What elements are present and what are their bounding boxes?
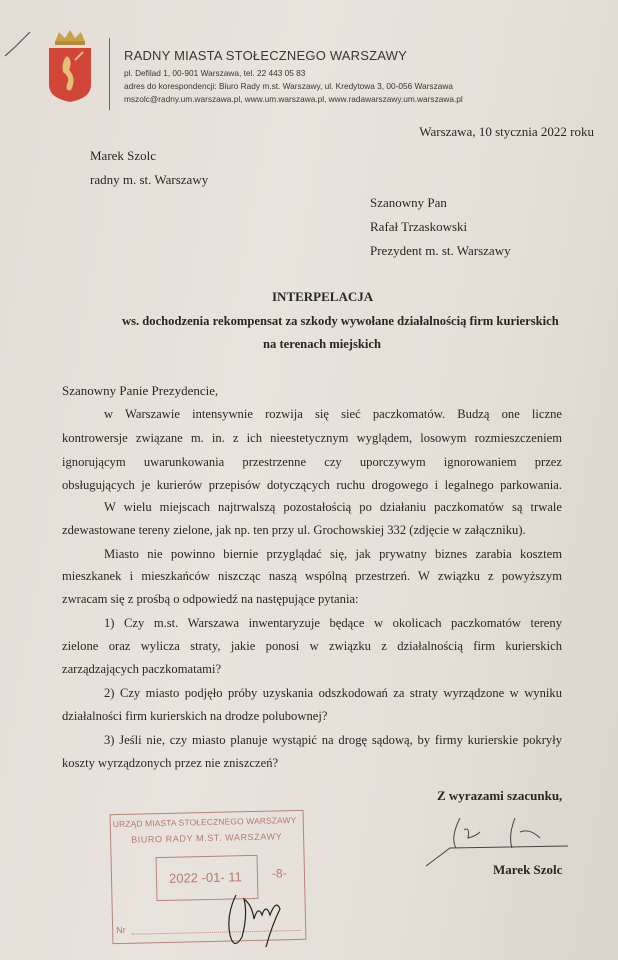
body-line: 2) Czy miasto podjęło próby uzyskania odszkodowań za straty wyrządzone w wyniku: [104, 686, 562, 700]
check-mark-icon: [2, 30, 32, 60]
letterhead-contacts: mszolc@radny.um.warszawa.pl, www.um.warszawa.pl, www.radawarszawy.um.warszawa.pl: [124, 94, 463, 104]
document-subtitle-1: ws. dochodzenia rekompensat za szkody wywołane działalnością firm kurierskich: [122, 314, 559, 328]
greeting: Szanowny Panie Prezydencie,: [62, 383, 219, 398]
date-line: Warszawa, 10 stycznia 2022 roku: [419, 124, 594, 139]
body-line: zielone oraz wylicza straty, jakie ponosi w związku z działalnością firm kurierskich: [62, 639, 562, 653]
body-line: mieszkanek i mieszkańców niszcząc naszą wspólną przestrzeń. W związku z powyższym: [62, 569, 562, 583]
body-line: kontrowersje związane m. in. z ich nieestetycznym wyglądem, losowym rozmieszczeniem: [62, 431, 562, 445]
letterhead-correspondence: adres do korespondencji: Biuro Rady m.st. Warszawy, ul. Kredytowa 3, 00-056 Warszawa: [124, 81, 453, 91]
letterhead-address: pl. Defilad 1, 00-901 Warszawa, tel. 22 443 05 83: [124, 68, 306, 78]
stamp-department: BIURO RADY M.ST. WARSZAWY: [131, 831, 283, 845]
body-line: działalności firm kurierskich na drodze polubownej?: [62, 709, 328, 723]
recipient-salutation: Szanowny Pan: [370, 195, 447, 210]
letterhead-title: RADNY MIASTA STOŁECZNEGO WARSZAWY: [124, 48, 408, 63]
stamp-number: -8-: [271, 866, 287, 881]
warsaw-coat-of-arms-icon: [47, 30, 93, 102]
body-line: zarządzających paczkomatami?: [62, 662, 222, 676]
sender-role: radny m. st. Warszawy: [90, 172, 209, 187]
stamp-office: URZĄD MIASTA STOŁECZNEGO WARSZAWY: [112, 814, 297, 830]
header-divider: [109, 38, 110, 110]
body-line: w Warszawie intensywnie rozwija się sieć paczkomatów. Budzą one liczne: [104, 407, 562, 421]
closing: Z wyrazami szacunku,: [437, 788, 563, 803]
body-line: ignorującym uwarunkowania przestrzenne czy uporczywym ignorowaniem przez: [62, 455, 562, 469]
body-line: obsługujących je kurierów przepisów dotyczących ruchu drogowego i legalnego parkowania.: [62, 478, 562, 492]
signature-name: Marek Szolc: [493, 862, 563, 877]
body-line: W wielu miejscach najtrwalszą pozostałością po działaniu paczkomatów są trwale: [104, 500, 562, 514]
body-line: zwracam się z prośbą o odpowiedź na następujące pytania:: [62, 592, 359, 606]
body-line: koszty wyrządzonych przez nie zniszczeń?: [62, 756, 279, 770]
sender-name: Marek Szolc: [90, 148, 157, 163]
body-line: 3) Jeśli nie, czy miasto planuje wystąpić na drogę sądową, by firmy kurierskie pokryły: [104, 733, 562, 747]
stamp-nr-label: Nr: [116, 924, 126, 936]
document-subtitle-2: na terenach miejskich: [263, 337, 381, 351]
stamp-signature: [222, 885, 292, 955]
body-line: zdewastowane tereny zielone, jak np. ten przy ul. Grochowskiej 332 (zdjęcie w załączniku).: [62, 523, 526, 537]
body-line: 1) Czy m.st. Warszawa inwentaryzuje będące w okolicach paczkomatów tereny: [104, 616, 562, 630]
handwritten-signature: [420, 808, 570, 868]
recipient-role: Prezydent m. st. Warszawy: [370, 243, 511, 258]
document-title: INTERPELACJA: [272, 289, 374, 304]
body-line: Miasto nie powinno biernie przyglądać się, jak prywatny biznes zarabia kosztem: [104, 547, 562, 561]
recipient-name: Rafał Trzaskowski: [370, 219, 468, 234]
stamp-date: 2022 -01- 11: [168, 869, 242, 886]
